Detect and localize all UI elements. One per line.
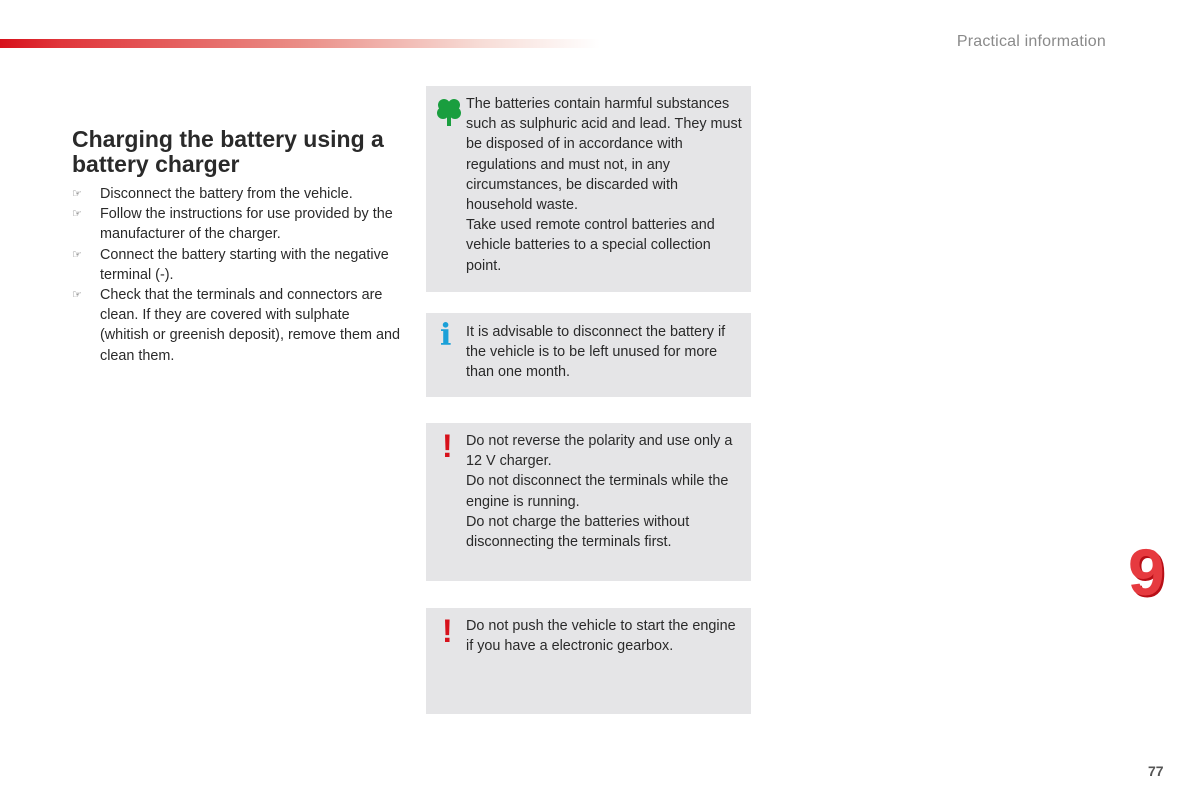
section-title: Practical information [956, 33, 1106, 50]
list-item [72, 245, 402, 285]
info-note [426, 313, 751, 397]
environment-note-text-2: Take used remote control batteries and vehicle batteries to a special collection point. [466, 217, 715, 274]
chapter-number: 9 [1128, 535, 1165, 609]
instruction-list [72, 184, 402, 366]
step-text: Check that the terminals and connectors are clean. If they are covered with sulphate (whitish or greenish deposit), remove them and clean them. [100, 287, 400, 364]
info-note-text: It is advisable to disconnect the battery if the vehicle is to be left unused for more than one month. [466, 324, 726, 381]
page-number: 77 [1148, 763, 1164, 779]
warning-note-line: Do not reverse the polarity and use only a 12 V charger. [466, 433, 733, 470]
warning-note-polarity [426, 423, 751, 581]
warning-note-text: Do not push the vehicle to start the engine if you have a electronic gearbox. [466, 618, 736, 655]
environment-note [426, 86, 751, 292]
list-item [72, 204, 402, 244]
pointing-hand-icon: ☞ [72, 248, 82, 261]
step-text: Connect the battery starting with the negative terminal (-). [100, 246, 389, 283]
list-item [72, 285, 402, 366]
pointing-hand-icon: ☞ [72, 289, 82, 302]
pointing-hand-icon: ☞ [72, 188, 82, 200]
step-text: Disconnect the battery from the vehicle. [100, 186, 353, 202]
tree-icon [436, 96, 462, 128]
list-item [72, 184, 402, 204]
info-icon: i [440, 318, 452, 353]
warning-icon: ! [442, 428, 453, 464]
warning-note-line: Do not disconnect the terminals while the engine is running. [466, 473, 729, 510]
environment-note-text: The batteries contain harmful substances such as sulphuric acid and lead. They must be disposed of in accordance with regulations and must not, in any circumstances, be discarded with household waste. [466, 96, 742, 214]
warning-icon: ! [442, 613, 453, 649]
warning-note-push-start [426, 608, 751, 714]
pointing-hand-icon: ☞ [72, 208, 82, 221]
warning-note-line: Do not charge the batteries without disconnecting the terminals first. [466, 513, 690, 551]
step-text: Follow the instructions for use provided by the manufacturer of the charger. [100, 206, 393, 243]
page-heading: Charging the battery using a battery charger [72, 126, 384, 177]
header-accent-bar [0, 39, 600, 48]
